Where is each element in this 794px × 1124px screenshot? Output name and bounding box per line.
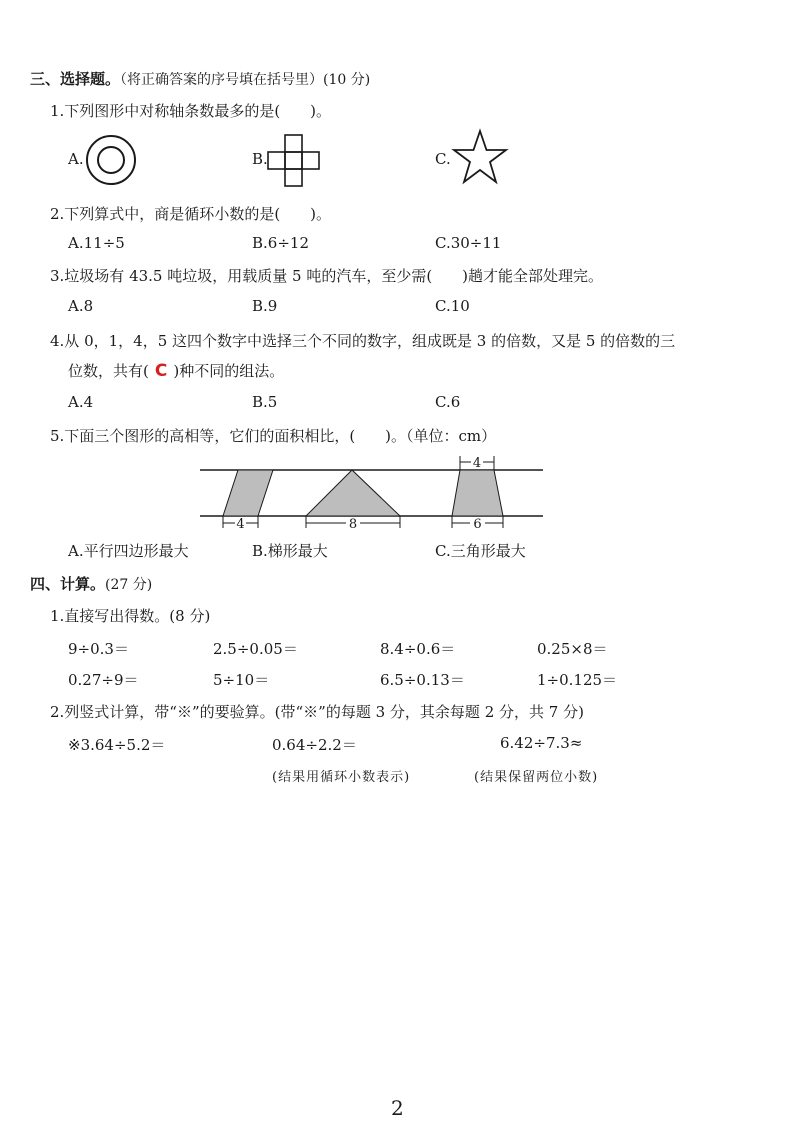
q1-option-a-label: A. (68, 150, 84, 168)
parallelogram-shape (223, 470, 273, 516)
calc-2-note-repeating-decimal: (结果用循环小数表示) (272, 770, 411, 785)
calc-2-title: 2.列竖式计算，带“※”的要验算。(带“※”的每题 3 分，其余每题 2 分，共 7 分) (50, 703, 584, 721)
star-icon (450, 128, 510, 188)
triangle-shape (306, 470, 400, 516)
section-4-title (30, 573, 152, 594)
trapezoid-shape (452, 470, 503, 516)
question-4-line-2 (68, 360, 284, 381)
q4-option-a: A.4 (68, 393, 94, 411)
calc-2-item: 0.64÷2.2＝ (272, 736, 357, 754)
q3-option-a: A.8 (68, 297, 94, 315)
triangle-base-label: 8 (348, 517, 358, 532)
question-2: 2.下列算式中，商是循环小数的是( )。 (50, 205, 332, 223)
trapezoid-top-label: 4 (472, 456, 482, 471)
calc-1-item: 2.5÷0.05＝ (213, 640, 298, 658)
q2-option-b: B.6÷12 (252, 234, 309, 252)
question-4-line-1: 4.从 0，1，4，5 这四个数字中选择三个不同的数字，组成既是 3 的倍数，又是 5 的倍数的三 (50, 332, 676, 350)
cross-shape-icon (266, 134, 326, 188)
question-3: 3.垃圾场有 43.5 吨垃圾，用载质量 5 吨的汽车，至少需( )趟才能全部处理完。 (50, 267, 604, 285)
section-3-note: （将正确答案的序号填在括号里）(10 分) (120, 72, 371, 88)
q2-option-c: C.30÷11 (435, 234, 502, 252)
question-5: 5.下面三个图形的高相等，它们的面积相比，( )。（单位：cm） (50, 427, 497, 445)
calc-1-item: 0.27÷9＝ (68, 671, 139, 689)
q2-option-a: A.11÷5 (68, 234, 125, 252)
section-3-heading: 三、选择题。 (30, 70, 121, 88)
q5-option-a: A.平行四边形最大 (68, 542, 189, 560)
q5-figure (200, 452, 545, 532)
calc-1-item: 1÷0.125＝ (537, 671, 618, 689)
q5-option-c: C.三角形最大 (435, 542, 526, 560)
calc-1-item: 0.25×8＝ (537, 640, 608, 658)
trapezoid-bottom-label: 6 (473, 517, 482, 532)
q4-option-b: B.5 (252, 393, 278, 411)
calc-1-item: 5÷10＝ (213, 671, 270, 689)
q3-option-c: C.10 (435, 297, 470, 315)
question-1: 1.下列图形中对称轴条数最多的是( )。 (50, 102, 332, 120)
calc-2-item: ※3.64÷5.2＝ (68, 736, 166, 754)
concentric-circles-icon (84, 133, 138, 187)
calc-1-item: 8.4÷0.6＝ (380, 640, 456, 658)
calc-1-item: 6.5÷0.13＝ (380, 671, 465, 689)
q4-answer: C (154, 361, 168, 381)
section-3-title (30, 68, 370, 89)
calc-2-note-two-decimals: (结果保留两位小数) (474, 770, 599, 785)
q5-option-b: B.梯形最大 (252, 542, 328, 560)
q4-option-c: C.6 (435, 393, 461, 411)
q4-suffix: )种不同的组法。 (173, 362, 285, 380)
page-number: 2 (391, 1096, 404, 1120)
parallelogram-base-label: 4 (236, 517, 245, 532)
q1-option-c-label: C. (435, 150, 451, 168)
section-4-heading: 四、计算。 (30, 575, 106, 593)
section-4-note: (27 分) (105, 577, 153, 593)
q3-option-b: B.9 (252, 297, 278, 315)
calc-1-title: 1.直接写出得数。(8 分) (50, 607, 211, 625)
calc-2-item: 6.42÷7.3≈ (500, 734, 583, 752)
q1-option-b-label: B. (252, 150, 268, 168)
q4-prefix: 位数，共有( (68, 362, 149, 380)
calc-1-item: 9÷0.3＝ (68, 640, 129, 658)
